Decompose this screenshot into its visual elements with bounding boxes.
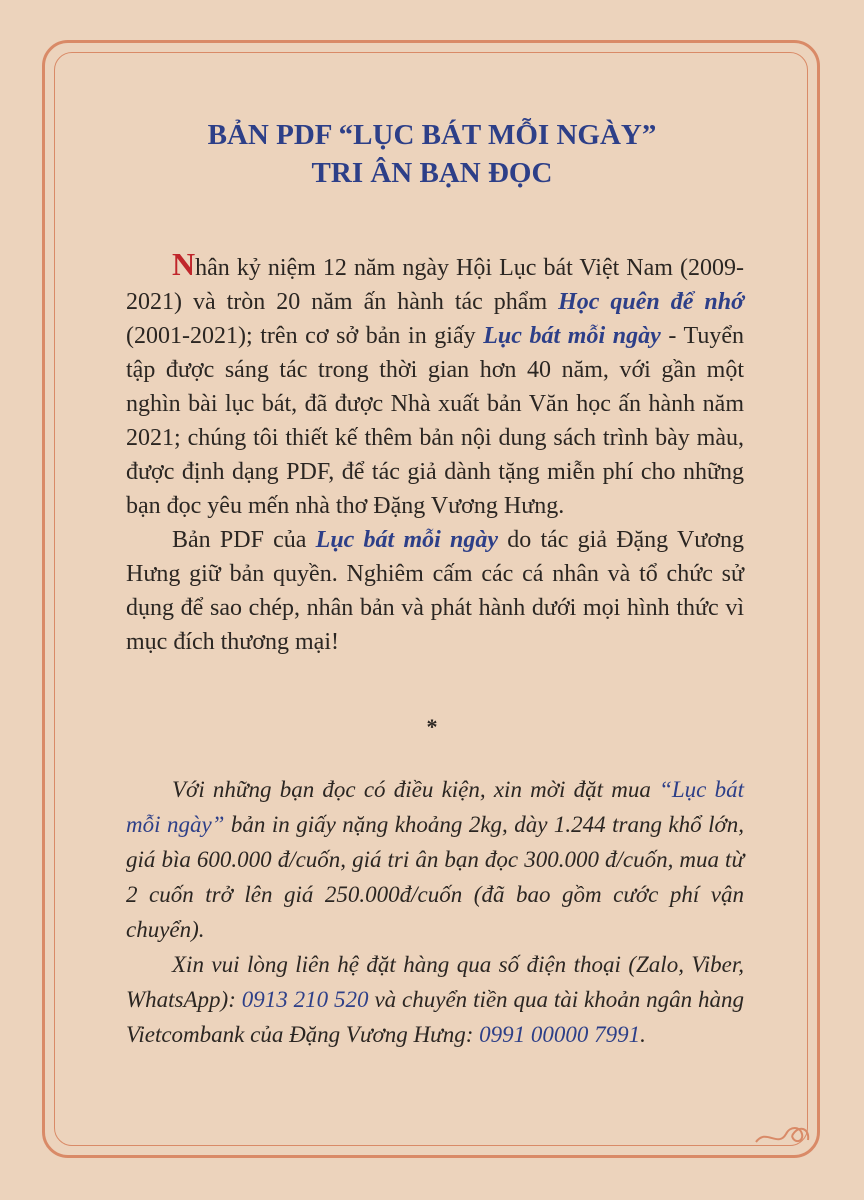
order-p2-text-c: . <box>640 1022 646 1047</box>
order-paragraph-1 <box>126 772 744 947</box>
order-p2-text-a: Xin vui lòng liên hệ đặt hàng qua số điện thoại (Zalo, Viber, WhatsApp): <box>126 952 744 1012</box>
flourish-icon <box>752 1118 814 1152</box>
intro-p1-text-b: (2001-2021); trên cơ sở bản in giấy <box>126 323 484 349</box>
title-line-2: TRI ÂN BẠN ĐỌC <box>311 157 553 189</box>
intro-p2-text-b: do tác giả Đặng Vương Hưng giữ bản quyền. Nghiêm cấm các cá nhân và tổ chức sử dụng để sao chép, nhân bản và phát hành dưới mọi hình thức vì mục đích thương mại! <box>126 527 745 655</box>
order-section <box>126 772 744 1052</box>
intro-p1-text-c: - Tuyển tập được sáng tác trong thời gian hơn 40 năm, với gần một nghìn bài lục bát, đã được Nhà xuất bản Văn học ấn hành năm 2021; chúng tôi thiết kế thêm bản nội dung sách trình bày màu, được định dạng PDF, để tác giả dành tặng miễn phí cho những bạn đọc yêu mến nhà thơ Đặng Vương Hưng. <box>126 323 744 519</box>
book-title-hoc-quen-de-nho: Học quên để nhớ <box>558 289 744 315</box>
book-title-luc-bat-moi-ngay: Lục bát mỗi ngày <box>483 323 661 349</box>
phone-number[interactable]: 0913 210 520 <box>241 987 369 1012</box>
bank-account-number[interactable]: 0991 00000 7991 <box>479 1022 641 1047</box>
intro-section <box>126 247 744 659</box>
page-title <box>100 116 764 192</box>
intro-paragraph-1 <box>126 247 744 523</box>
book-title-luc-bat-moi-ngay-2: Lục bát mỗi ngày <box>315 527 499 553</box>
section-separator: * <box>426 714 438 739</box>
drop-cap: N <box>172 246 196 282</box>
intro-p2-text-a: Bản PDF của <box>172 527 316 553</box>
intro-paragraph-2 <box>126 523 744 659</box>
order-book-title: “Lục bát mỗi ngày” <box>126 777 744 837</box>
title-line-1: BẢN PDF “LỤC BÁT MỖI NGÀY” <box>207 119 657 151</box>
order-paragraph-2 <box>126 947 744 1052</box>
order-p2-text-b: và chuyển tiền qua tài khoản ngân hàng Vietcombank của Đặng Vương Hưng: <box>126 987 745 1047</box>
order-p1-text-b: bản in giấy nặng khoảng 2kg, dày 1.244 trang khổ lớn, giá bìa 600.000 đ/cuốn, giá tri ân bạn đọc 300.000 đ/cuốn, mua từ 2 cuốn trở lên giá 250.000đ/cuốn (đã bao gồm cước phí vận chuyển). <box>126 812 744 942</box>
order-p1-text-a: Với những bạn đọc có điều kiện, xin mời đặt mua <box>172 777 660 802</box>
intro-p1-text-a: hân kỷ niệm 12 năm ngày Hội Lục bát Việt Nam (2009-2021) và tròn 20 năm ấn hành tác phẩm <box>126 255 744 315</box>
